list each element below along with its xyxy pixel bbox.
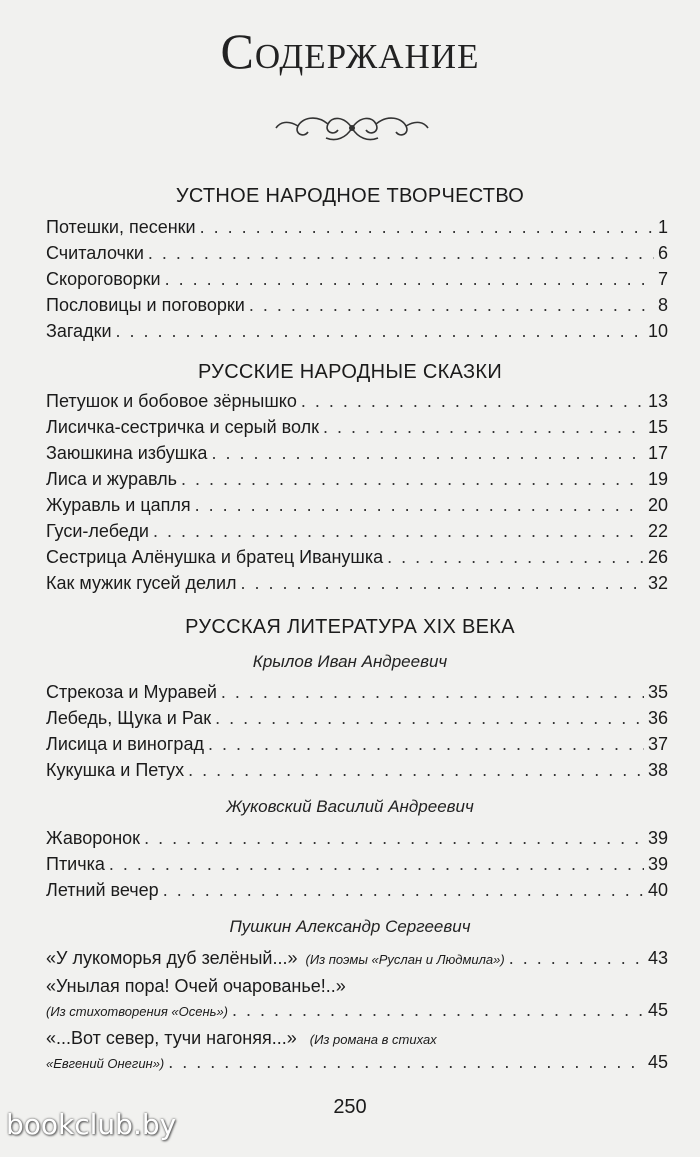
toc-entry [46,946,668,972]
entry-title-line: «Унылая пора! Очей очарованье!..» [46,976,346,996]
entry-title: Скороговорки [46,269,161,289]
toc-entry [46,241,668,265]
leader-dots [165,267,654,291]
toc-entry [46,319,668,343]
toc-entry [46,545,668,569]
entry-title: Загадки [46,321,112,341]
entry-page: 15 [647,417,668,437]
entry-page: 43 [647,948,668,968]
entry-page: 45 [647,1000,668,1020]
entry-title: Жаворонок [46,828,141,848]
entry-title: Как мужик гусей делил [46,573,237,593]
leader-dots [232,998,644,1022]
toc-entry [46,1050,668,1076]
entry-page: 32 [647,573,668,593]
entry-page: 13 [647,391,668,411]
entry-page: 36 [647,708,668,728]
leader-dots [323,415,644,439]
watermark: bookclub.by [6,1108,177,1141]
entry-page: 45 [647,1052,668,1072]
entry-title: «У лукоморья дуб зелёный...» [46,948,298,968]
leader-dots [221,680,644,704]
entry-title: Сестрица Алёнушка и братец Иванушка [46,547,384,567]
entry-title: Птичка [46,854,105,874]
entry-title: Петушок и бобовое зёрнышко [46,391,297,411]
entry-title: Стрекоза и Муравей [46,682,217,702]
toc-entry [46,680,668,704]
entry-page: 6 [657,243,668,263]
ornament-divider [272,108,432,148]
section-heading: УСТНОЕ НАРОДНОЕ ТВОРЧЕСТВО [175,185,525,207]
entry-page: 7 [657,269,668,289]
toc-entry [46,389,668,413]
leader-dots [509,946,644,970]
toc-entry [46,293,668,317]
toc-entry [46,732,668,756]
leader-dots [211,441,644,465]
entry-source: (Из поэмы «Руслан и Людмила») [305,952,505,967]
leader-dots [249,293,654,317]
leader-dots [215,706,644,730]
entry-page: 22 [647,521,668,541]
leader-dots [153,519,644,543]
entry-title: Гуси-лебеди [46,521,149,541]
entry-page: 39 [647,828,668,848]
entry-title: Лиса и журавль [46,469,178,489]
toc-entry [46,571,668,595]
entry-page: 39 [647,854,668,874]
toc-entry [46,706,668,730]
entry-page: 20 [647,495,668,515]
entry-page: 1 [657,217,668,237]
entry-page: 40 [647,880,668,900]
entry-title: Лебедь, Щука и Рак [46,708,212,728]
entry-title-line [46,1026,437,1052]
toc-entry [46,758,668,782]
leader-dots [109,852,644,876]
toc-entry [46,467,668,491]
entry-page: 38 [647,760,668,780]
entry-source: «Евгений Онегин») [46,1056,165,1071]
leader-dots [168,1050,644,1074]
entry-source: (Из стихотворения «Осень») [46,1004,229,1019]
entry-page: 35 [647,682,668,702]
toc-entry [46,519,668,543]
leader-dots [188,758,644,782]
leader-dots [241,571,644,595]
leader-dots [144,826,644,850]
author-name: Жуковский Василий Андреевич [226,797,474,816]
toc-entry [46,493,668,517]
entry-title: Заюшкина избушка [46,443,208,463]
entry-page: 26 [647,547,668,567]
page-title: Содержание [220,23,480,79]
leader-dots [116,319,644,343]
leader-dots [148,241,654,265]
entry-title: «...Вот север, тучи нагоняя...» [46,1028,297,1048]
toc-entry [46,852,668,876]
leader-dots [195,493,644,517]
page-number: 250 [333,1096,367,1118]
entry-title: Журавль и цапля [46,495,191,515]
entry-source: (Из романа в стихах [309,1032,437,1047]
toc-entry [46,826,668,850]
entry-title: Считалочки [46,243,144,263]
leader-dots [181,467,644,491]
leader-dots [208,732,644,756]
entry-title: Лисица и виноград [46,734,204,754]
entry-page: 37 [647,734,668,754]
author-name: Крылов Иван Андреевич [252,652,448,671]
entry-page: 19 [647,469,668,489]
leader-dots [387,545,644,569]
entry-page: 10 [647,321,668,341]
author-name: Пушкин Александр Сергеевич [229,917,471,936]
leader-dots [163,878,644,902]
section-heading: РУССКИЕ НАРОДНЫЕ СКАЗКИ [197,361,503,383]
toc-entry [46,215,668,239]
entry-title: Пословицы и поговорки [46,295,245,315]
entry-title: Лисичка-сестричка и серый волк [46,417,319,437]
toc-entry [46,998,668,1024]
toc-entry [46,415,668,439]
toc-entry [46,878,668,902]
leader-dots [200,215,654,239]
entry-title: Потешки, песенки [46,217,196,237]
entry-title: Кукушка и Петух [46,760,185,780]
entry-page: 8 [657,295,668,315]
entry-page: 17 [647,443,668,463]
entry-title: Летний вечер [46,880,159,900]
toc-entry [46,441,668,465]
section-heading: РУССКАЯ ЛИТЕРАТУРА XIX ВЕКА [185,616,515,638]
toc-entry [46,267,668,291]
leader-dots [301,389,644,413]
